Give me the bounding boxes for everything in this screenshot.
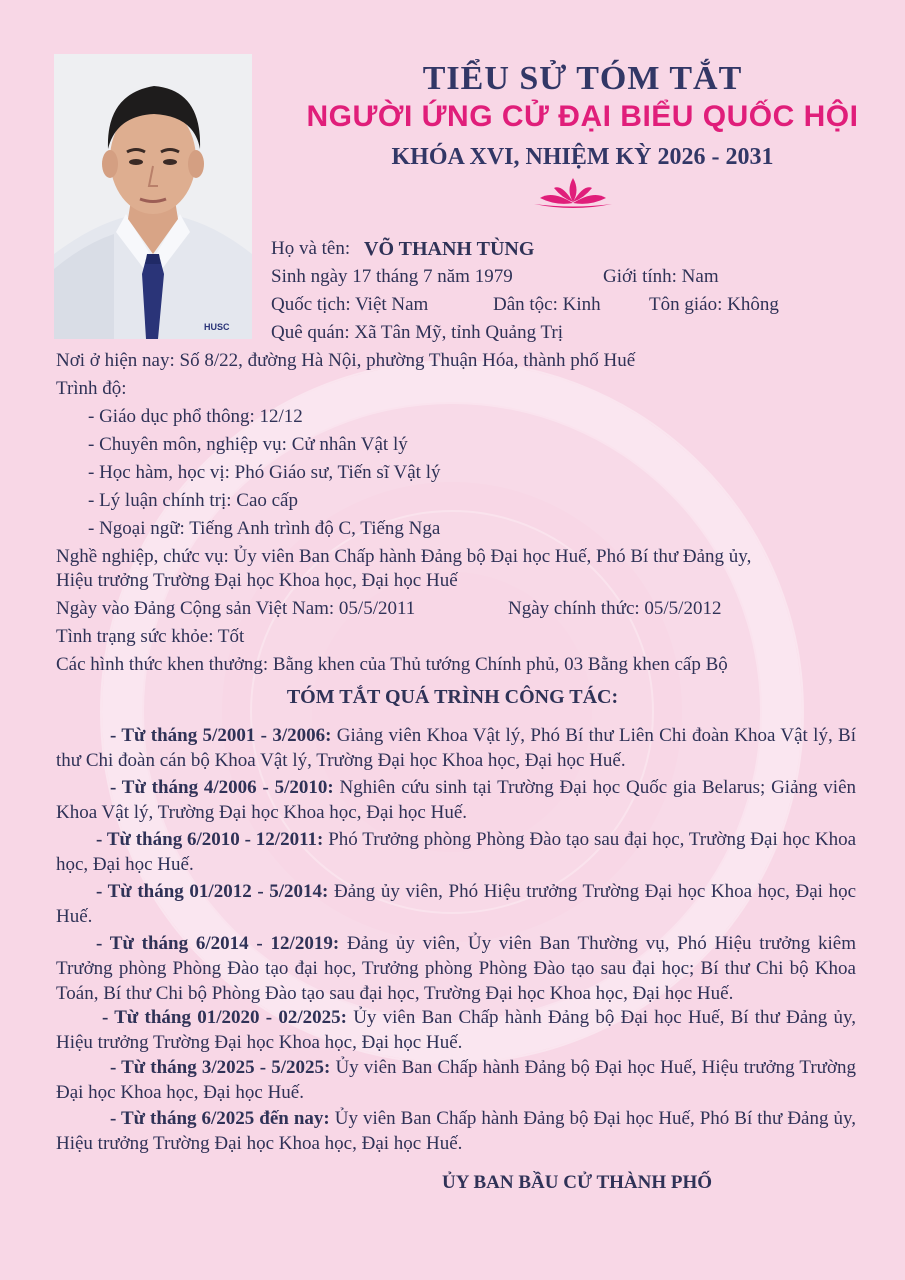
career-period: - Từ tháng 3/2025 - 5/2025: [110,1057,331,1078]
birth-date: Sinh ngày 17 tháng 7 năm 1979 [271,266,513,287]
candidate-photo [54,54,252,339]
party-join-date: Ngày vào Đảng Cộng sản Việt Nam: 05/5/2011 [56,598,416,619]
career-description: Nghiên cứu sinh tại Trường Đại học Quốc gia Belarus; Giảng viên Khoa Vật lý, Trường Đại học Khoa học, Đại học Huế. [56,777,857,823]
career-item [56,931,856,1006]
career-period: - Từ tháng 01/2020 - 02/2025: [102,1007,347,1028]
education-item: - Ngoại ngữ: Tiếng Anh trình độ C, Tiếng Nga [88,518,441,539]
lotus-ornament-icon [532,176,614,210]
career-description: Ủy viên Ban Chấp hành Đảng bộ Đại học Huế, Bí thư Đảng ủy, Hiệu trưởng Trường Đại học Khoa học, Đại học Huế. [56,1007,857,1053]
career-description: Đảng ủy viên, Phó Hiệu trưởng Trường Đại học Khoa học, Đại học Huế. [56,881,857,927]
education-item: - Chuyên môn, nghiệp vụ: Cử nhân Vật lý [88,434,408,455]
residence: Nơi ở hiện nay: Số 8/22, đường Hà Nội, phường Thuận Hóa, thành phố Huế [56,350,636,371]
career-item [56,723,856,773]
career-period: - Từ tháng 5/2001 - 3/2006: [110,725,332,746]
party-official-date: Ngày chính thức: 05/5/2012 [508,598,722,619]
education-item: - Lý luận chính trị: Cao cấp [88,490,298,511]
name-label: Họ và tên: [271,238,351,259]
health-status: Tình trạng sức khỏe: Tốt [56,626,245,647]
career-item [56,1106,856,1156]
career-item [56,1005,856,1055]
document-subtitle: NGƯỜI ỨNG CỬ ĐẠI BIỂU QUỐC HỘI [306,100,859,133]
career-description: Ủy viên Ban Chấp hành Đảng bộ Đại học Huế, Hiệu trưởng Trường Đại học Khoa học, Đại học Huế. [56,1057,857,1103]
career-period: - Từ tháng 6/2014 - 12/2019: [96,933,340,954]
candidate-name: VÕ THANH TÙNG [364,238,535,260]
career-description: Giảng viên Khoa Vật lý, Phó Bí thư Liên Chi đoàn Khoa Vật lý, Bí thư Chi đoàn cán bộ Khoa Vật lý, Trường Đại học Khoa học, Đại học Huế. [56,725,856,771]
career-heading: TÓM TẮT QUÁ TRÌNH CÔNG TÁC: [286,686,619,708]
career-item [56,827,856,877]
term-title: KHÓA XVI, NHIỆM KỲ 2026 - 2031 [391,144,774,170]
education-item: - Học hàm, học vị: Phó Giáo sư, Tiến sĩ Vật lý [88,462,441,483]
career-description: Đảng ủy viên, Ủy viên Ban Thường vụ, Phó Hiệu trưởng kiêm Trưởng phòng Phòng Đào tạo đại học, Trưởng phòng Phòng Đào tạo sau đại học; Bí thư Chi bộ Khoa Toán, Bí thư Chi bộ Phòng Đào tạo sau đại học, Trường Đại học Khoa học, Đại học Huế. [56,933,857,1004]
portrait-illustration [54,54,252,339]
career-period: - Từ tháng 6/2010 - 12/2011: [96,829,324,850]
hometown: Quê quán: Xã Tân Mỹ, tỉnh Quảng Trị [271,322,564,343]
career-item [56,1055,856,1105]
career-item [56,879,856,929]
shirt-logo: HUSC [204,322,230,332]
career-description: Ủy viên Ban Chấp hành Đảng bộ Đại học Huế, Phó Bí thư Đảng ủy, Hiệu trưởng Trường Đại học Khoa học, Đại học Huế. [56,1108,856,1154]
occupation-line-2: Hiệu trưởng Trường Đại học Khoa học, Đại học Huế [56,570,458,591]
education-item: - Giáo dục phổ thông: 12/12 [88,406,303,427]
career-period: - Từ tháng 4/2006 - 5/2010: [110,777,334,798]
education-label: Trình độ: [56,378,127,399]
career-item [56,775,856,825]
nationality: Quốc tịch: Việt Nam [271,294,429,315]
document-title: TIỂU SỬ TÓM TẮT [422,60,743,97]
awards: Các hình thức khen thưởng: Bằng khen của Thủ tướng Chính phủ, 03 Bằng khen cấp Bộ [56,654,728,675]
career-period: - Từ tháng 01/2012 - 5/2014: [96,881,329,902]
career-description: Phó Trưởng phòng Phòng Đào tạo sau đại học, Trường Đại học Khoa học, Đại học Huế. [56,829,857,875]
career-period: - Từ tháng 6/2025 đến nay: [110,1108,330,1129]
religion: Tôn giáo: Không [649,294,779,315]
occupation-line-1: Nghề nghiệp, chức vụ: Ủy viên Ban Chấp hành Đảng bộ Đại học Huế, Phó Bí thư Đảng ủy, [56,546,752,567]
issuing-committee: ỦY BAN BẦU CỬ THÀNH PHỐ [442,1172,713,1193]
ethnicity: Dân tộc: Kinh [493,294,601,315]
gender: Giới tính: Nam [603,266,719,287]
